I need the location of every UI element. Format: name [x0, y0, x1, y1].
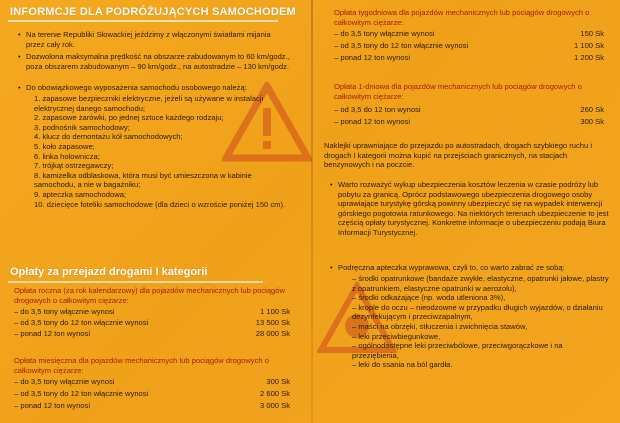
- row-label: od 3,5 tony do 12 ton włącznie wynosi: [20, 318, 149, 327]
- equipment-list: [20, 94, 290, 209]
- row-label: do 3,5 tony włącznie wynosi: [340, 29, 435, 38]
- list-item: 7. trójkąt ostrzegawczy;: [34, 161, 114, 171]
- daily-heading: Opłata 1-dniowa dla pojazdów mechanicznych lub pociągów drogowych o całkowitym ciężarze:: [334, 82, 582, 101]
- table-row: – od 3,5 tony do 12 ton włącznie wynosi: [334, 41, 469, 50]
- list-item: – środki odkażające (np. woda utleniona 3%),: [352, 293, 506, 303]
- table-row: – ponad 12 ton wynosi: [334, 53, 411, 62]
- list-item-text: maści na obrzęki, stłuczenia i zwichnięcia stawów,: [358, 321, 528, 331]
- row-label: do 3,5 tony włącznie wynosi: [20, 307, 115, 316]
- page-title: INFORMCJE DLA PODRÓŻUJĄCYCH SAMOCHODEM: [10, 6, 296, 18]
- row-value: 13 500 Sk: [255, 318, 290, 327]
- row-value: 2 600 Sk: [260, 389, 290, 398]
- table-row: – ponad 12 ton wynosi: [14, 329, 91, 338]
- first-aid-intro: • Podręczna apteczka wyprawowa, czyli to, co warto zabrać ze sobą:: [338, 263, 610, 273]
- table-row: – do 3,5 tony włącznie wynosi: [14, 377, 115, 386]
- stickers-paragraph: Naklejki uprawniające do przejazdu po autostradach, drogach szybkiego ruchu i drogach I kategorii można kupić na przejściach granicznych, na stacjach benzynowych i na poczcie.: [324, 141, 593, 170]
- row-value: 300 Sk: [266, 377, 290, 386]
- title-underline: [8, 20, 278, 22]
- list-item: 3. podnośnik samochodowy;: [34, 122, 130, 132]
- row-value: 28 000 Sk: [255, 329, 290, 338]
- bullet-equipment: • Do obowiązkowego wyposażenia samochodu osobowego należą:: [26, 83, 301, 93]
- row-label: ponad 12 ton wynosi: [340, 117, 411, 126]
- list-item-text: krople do oczu – nieodzowne w przypadku długich wyjazdów, o działaniu dezynfekującym i przeciwzapalnym,: [352, 302, 603, 322]
- list-item-text: środki odkażające (np. woda utleniona 3%),: [358, 293, 506, 303]
- list-item-text: środki opatrunkowe (bandaże zwykłe, elastyczne, opatrunki jałowe, plastry z opatrunkiem, elastyczne opatrunki w aerozolu),: [352, 274, 609, 293]
- row-value: 260 Sk: [580, 105, 604, 114]
- table-row: – ponad 12 ton wynosi: [14, 401, 91, 410]
- list-item: – środki opatrunkowe (bandaże zwykłe, elastyczne, opatrunki jałowe, plastry z opatrunkiem, elastyczne opatrunki w aerozolu),: [352, 274, 609, 293]
- row-label: do 3,5 tony włącznie wynosi: [20, 377, 115, 386]
- insurance-paragraph: • Warto rozważyć wykup ubezpieczenia kosztów leczenia w czasie podróży lub pobytu za granicą. Oprócz podstawowego ubezpieczenia drogowego osoby uprawiające turystykę górską powinny ubezpieczyć się na wypadek interwencji górskiego pogotowia ratunkowego. Na niektórych terenach ubezpieczenie to jest częścią opłaty turystycznej. Konkretne informacje o ubezpieczeniu podają Biura Informacji Turystycznej.: [338, 180, 610, 238]
- list-item: – leki do ssania na ból gardła.: [352, 360, 453, 370]
- list-item: 8. kamizelka odblaskowa, która musi być umieszczona w kabinie samochodu, a nie w bagażniku;: [34, 170, 252, 190]
- table-row: – ponad 12 ton wynosi: [334, 117, 411, 126]
- monthly-heading: Opłata miesięczna dla pojazdów mechanicznych lub pociągów drogowych o całkowitym ciężarze:: [14, 356, 269, 375]
- bullet-lights: • Na terenie Republiki Słowackiej jeździmy z włączonymi światłami mijania przez cały rok.: [26, 30, 291, 49]
- row-value: 1 100 Sk: [574, 41, 604, 50]
- list-item: 5. koło zapasowe;: [34, 141, 95, 151]
- table-row: – od 3,5 tony do 12 ton włącznie wynosi: [14, 318, 149, 327]
- bullet-speed: • Dozwolona maksymalna prędkość na obszarze zabudowanym to 60 km/godz., poza obszarem zabudowanym – 90 km/godz., na autostradzie – 130 km/godz.: [26, 52, 301, 71]
- annual-heading: Opłata roczna (za rok kalendarzowy) dla pojazdów mechanicznych lub pociągów drogowych o całkowitym ciężarze:: [14, 286, 285, 305]
- list-item: – krople do oczu – nieodzowne w przypadku długich wyjazdów, o działaniu dezynfekującym i przeciwzapalnym,: [352, 302, 603, 322]
- row-label: od 3,5 tony do 12 ton włącznie wynosi: [340, 41, 469, 50]
- list-item: 1. zapasowe bezpieczniki elektryczne, jeżeli są używane w instalacji elektrycznej danego samochodu;: [34, 94, 264, 113]
- table-row: – do 3,5 tony włącznie wynosi: [14, 307, 115, 316]
- row-label: ponad 12 ton wynosi: [20, 401, 91, 410]
- first-aid-list: [352, 274, 610, 370]
- table-row: – od 3,5 do 12 ton wynosi: [334, 105, 421, 114]
- list-item: 4. klucz do demontażu kół samochodowych;: [34, 132, 183, 142]
- list-item: 10. dziecięce foteliki samochodowe (dla dzieci o wzroście poniżej 150 cm).: [34, 199, 286, 209]
- list-item-text: ogólnodostępne leki przeciwbólowe, przeciwgorączkowe i na przeziębienia,: [352, 341, 563, 360]
- list-item: – ogólnodostępne leki przeciwbólowe, przeciwgorączkowe i na przeziębienia,: [352, 341, 563, 360]
- weekly-heading: Opłata tygodniowa dla pojazdów mechanicznych lub pociągów drogowych o całkowitym ciężarze:: [334, 8, 590, 27]
- table-row: – do 3,5 tony włącznie wynosi: [334, 29, 435, 38]
- row-value: 1 100 Sk: [260, 307, 290, 316]
- row-label: ponad 12 ton wynosi: [340, 53, 411, 62]
- row-value: 150 Sk: [580, 29, 604, 38]
- column-divider: [311, 0, 313, 423]
- list-item: 6. linka holownicza;: [34, 151, 100, 161]
- list-item-text: leki do ssania na ból gardła.: [358, 360, 453, 370]
- row-value: 1 200 Sk: [574, 53, 604, 62]
- row-label: od 3,5 do 12 ton wynosi: [340, 105, 421, 114]
- tolls-underline: [8, 281, 263, 283]
- row-value: 3 000 Sk: [260, 401, 290, 410]
- list-item: 2. zapasowe żarówki, po jednej sztuce każdego rodzaju;: [34, 113, 224, 123]
- row-value: 300 Sk: [580, 117, 604, 126]
- tolls-title: Opłaty za przejazd drogami I kategorii: [10, 266, 208, 278]
- list-item: – maści na obrzęki, stłuczenia i zwichnięcia stawów,: [352, 321, 528, 331]
- row-label: ponad 12 ton wynosi: [20, 329, 91, 338]
- list-item-text: leki przeciwbiegunkowe,: [358, 331, 441, 341]
- row-label: od 3,5 tony do 12 ton włącznie wynosi: [20, 389, 149, 398]
- list-item: – leki przeciwbiegunkowe,: [352, 331, 441, 341]
- list-item: 9. apteczka samochodowa;: [34, 189, 127, 199]
- table-row: – od 3,5 tony do 12 ton włącznie wynosi: [14, 389, 149, 398]
